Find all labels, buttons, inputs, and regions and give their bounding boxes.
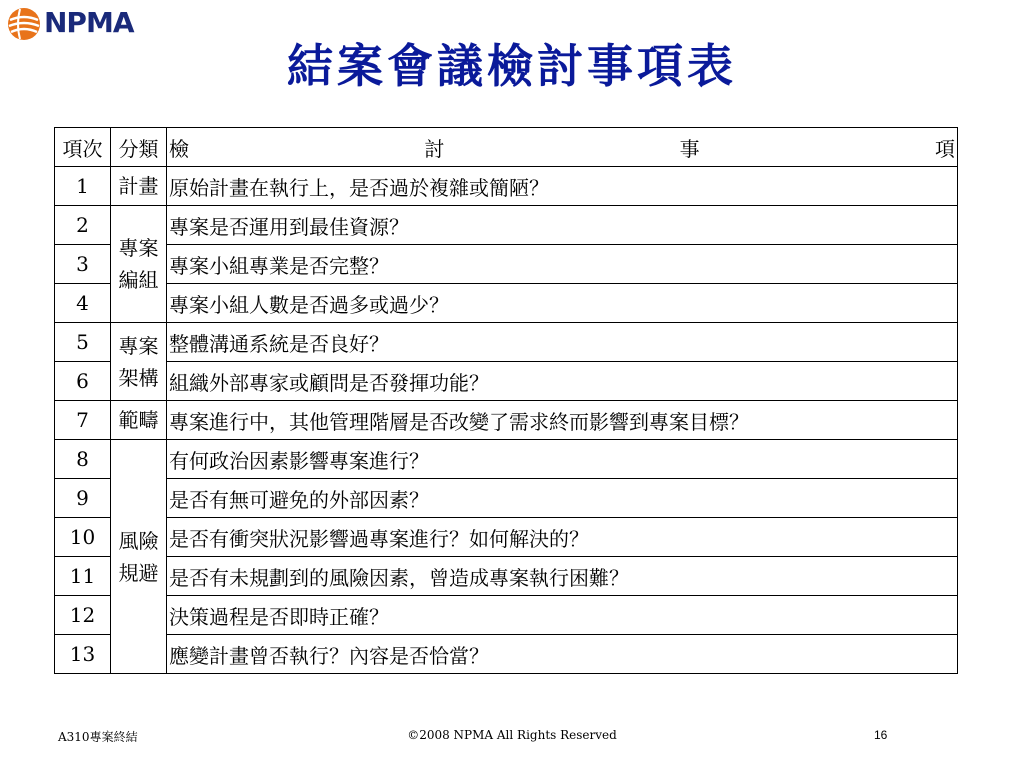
row-number: 7 xyxy=(55,401,111,440)
review-item: 專案進行中，其他管理階層是否改變了需求終而影響到專案目標？ xyxy=(167,401,958,440)
row-number: 3 xyxy=(55,245,111,284)
header-category: 分類 xyxy=(111,128,167,167)
row-number: 11 xyxy=(55,557,111,596)
review-item: 原始計畫在執行上，是否過於複雜或簡陋？ xyxy=(167,167,958,206)
header-no: 項次 xyxy=(55,128,111,167)
footer-copyright: ©2008 NPMA All Rights Reserved xyxy=(407,728,617,742)
table-row xyxy=(55,206,958,245)
table-header-row xyxy=(55,128,958,167)
logo-wordmark: NPMA xyxy=(44,6,134,39)
table-row xyxy=(55,440,958,479)
review-item: 是否有衝突狀況影響過專案進行？如何解決的？ xyxy=(167,518,958,557)
category-cell: 專案架構 xyxy=(111,323,167,401)
row-number: 5 xyxy=(55,323,111,362)
review-item: 專案小組人數是否過多或過少？ xyxy=(167,284,958,323)
review-item: 組織外部專家或顧問是否發揮功能？ xyxy=(167,362,958,401)
table-row xyxy=(55,323,958,362)
row-number: 8 xyxy=(55,440,111,479)
review-item: 整體溝通系統是否良好？ xyxy=(167,323,958,362)
review-checklist-table xyxy=(54,127,958,674)
review-item: 專案小組專業是否完整？ xyxy=(167,245,958,284)
review-item: 有何政治因素影響專案進行？ xyxy=(167,440,958,479)
table-row xyxy=(55,245,958,284)
review-item: 是否有未規劃到的風險因素，曾造成專案執行困難？ xyxy=(167,557,958,596)
header-item-char: 討 xyxy=(424,136,445,161)
table-row xyxy=(55,284,958,323)
header-item-char: 檢 xyxy=(169,136,189,161)
review-item: 應變計畫曾否執行？內容是否恰當？ xyxy=(167,635,958,674)
header-item xyxy=(167,128,958,167)
row-number: 13 xyxy=(55,635,111,674)
row-number: 6 xyxy=(55,362,111,401)
row-number: 2 xyxy=(55,206,111,245)
table-row xyxy=(55,167,958,206)
review-item: 專案是否運用到最佳資源？ xyxy=(167,206,958,245)
category-cell: 範疇 xyxy=(111,401,167,440)
table-row xyxy=(55,362,958,401)
table-row xyxy=(55,518,958,557)
header-item-char: 項 xyxy=(934,136,955,161)
page-title: 結案會議檢討事項表 xyxy=(287,39,737,93)
table-row xyxy=(55,401,958,440)
table-row xyxy=(55,635,958,674)
footer-course-label: A310專案終結 xyxy=(58,730,138,744)
row-number: 1 xyxy=(55,167,111,206)
table-row xyxy=(55,596,958,635)
category-cell: 計畫 xyxy=(111,167,167,206)
category-cell: 專案編組 xyxy=(111,206,167,323)
row-number: 9 xyxy=(55,479,111,518)
review-item: 是否有無可避免的外部因素？ xyxy=(167,479,958,518)
review-item: 決策過程是否即時正確？ xyxy=(167,596,958,635)
category-cell: 風險規避 xyxy=(111,440,167,674)
table-row xyxy=(55,557,958,596)
row-number: 12 xyxy=(55,596,111,635)
row-number: 4 xyxy=(55,284,111,323)
page-number: 16 xyxy=(874,728,888,742)
row-number: 10 xyxy=(55,518,111,557)
table-row xyxy=(55,479,958,518)
header-item-char: 事 xyxy=(679,136,700,161)
